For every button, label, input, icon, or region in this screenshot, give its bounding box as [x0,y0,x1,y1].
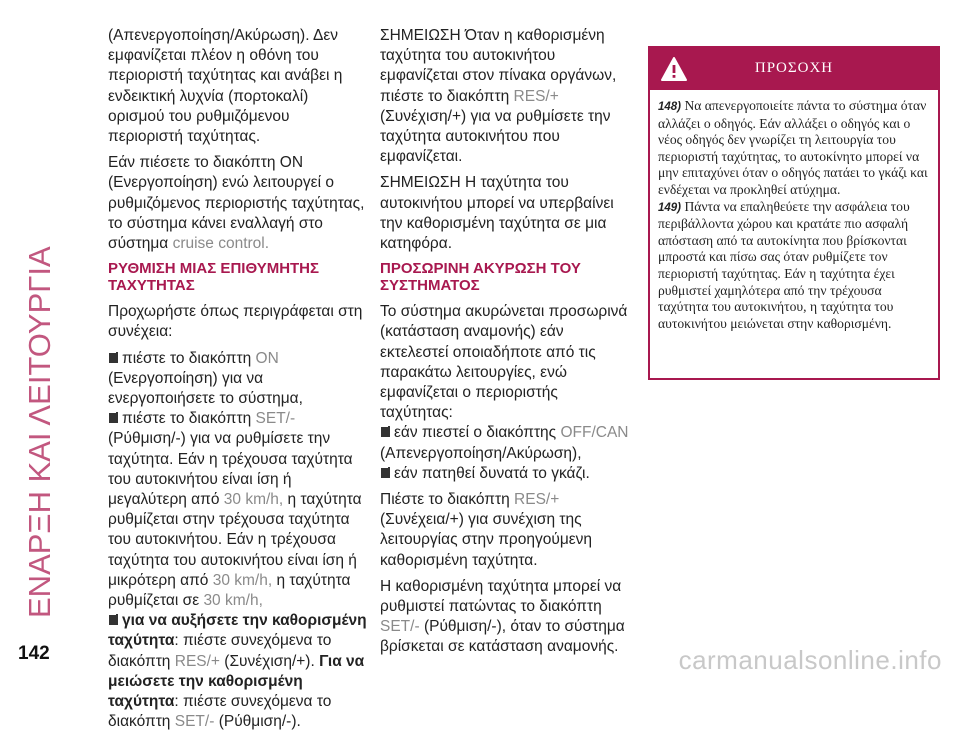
caution-item [658,199,930,333]
text: (Συνέχιση/+) για να ρυθμίσετε την ταχύτητα αυτοκινήτου που εμφανίζεται. [380,107,611,166]
watermark: carmanualsonline.info [678,645,942,675]
text: SET/- [255,410,296,428]
paragraph: Προχωρήστε όπως περιγράφεται στη συνέχεια: [108,303,363,341]
paragraph [380,577,630,658]
paragraph [108,153,368,254]
paragraph [380,490,630,571]
bullet-icon [108,410,119,423]
list-item [380,464,630,484]
column-2 [380,26,630,664]
bullet-icon [380,465,391,478]
text: SET/- [174,713,215,731]
column-1 [108,26,368,733]
text: Η καθορισμένη ταχύτητα μπορεί να ρυθμιστεί πατώντας το διακόπτη [380,577,622,616]
text: Πάντα να επαληθεύετε την ασφάλεια του περιβάλλοντα χώρου και κρατάτε πιο ασφαλή απόσταση από τα αυτοκίνητα που βρίσκονται μπροστά και πίσω σας όταν ρυθμίζετε τον περιοριστή ταχύτητας. Εάν η ταχύτητα έχει ρυθμιστεί χαμηλότερα από την τρέχουσα ταχύτητα του αυτοκινήτου, η ταχύτητα του αυτοκινήτου μειώνεται στην καθορισμένη. [658,198,910,331]
text: 30 km/h, [203,592,263,610]
text: Εάν πιέσετε το διακόπτη ON (Ενεργοποίηση) ενώ λειτουργεί ο ρυθμιζόμενος περιοριστής ταχύτητας, το σύστημα κάνει εναλλαγή στο σύστημα [108,154,365,253]
text: : πιέστε συνεχόμενα το διακόπτη [108,632,332,670]
text: OFF/CAN [560,424,629,442]
text: RES/+ [514,491,560,509]
text: cruise control. [172,235,270,253]
caution-item [658,98,930,199]
caution-number: 149) [658,201,682,214]
heading: ΠΡΟΣΩΡΙΝΗ ΑΚΥΡΩΣΗ ΤΟΥ ΣΥΣΤΗΜΑΤΟΣ [380,260,581,295]
text: εάν πιεστεί ο διακόπτης [394,424,557,442]
text: Για να μειώσετε την καθορισμένη ταχύτητα [108,652,365,711]
heading: ΡΥΘΜΙΣΗ ΜΙΑΣ ΕΠΙΘΥΜΗΤΗΣ ΤΑΧΥΤΗΤΑΣ [108,260,320,295]
text: πιέστε το διακόπτη [122,410,252,428]
text: 30 km/h, [223,491,284,509]
text: Να απενεργοποιείτε πάντα το σύστημα όταν αλλάζει ο οδηγός. Εάν αλλάξει ο οδηγός και ο νέος οδηγός δεν γνωρίζει τη λειτουργία του περιοριστή ταχύτητας, το αυτοκίνητο μπορεί να μην επιταχύνει όταν ο οδηγός πατάει το γκάζι και ενδέχεται να προκληθεί ατύχημα. [658,98,928,197]
list-item [380,423,630,463]
caution-number: 148) [658,101,682,113]
bullet-icon [108,612,119,625]
paragraph [380,26,630,167]
section-title [6,20,70,620]
caution-title: ΠΡΟΣΟΧΗ [754,60,834,76]
text: ON [255,349,279,367]
text: 30 km/h, [212,571,273,589]
list-item [108,409,368,611]
text: Πιέστε το διακόπτη [380,491,510,509]
bullet-icon [108,350,119,363]
text: (Ρύθμιση/-) για να ρυθμίσετε την ταχύτητα. Εάν η τρέχουσα ταχύτητα του αυτοκινήτου είναι ίση ή μεγαλύτερη από [108,430,353,509]
text: SET/- [380,618,420,636]
text: : πιέστε συνεχόμενα το διακόπτη [108,693,332,731]
list-item [108,611,368,732]
text: η ταχύτητα ρυθμίζεται στην τρέχουσα ταχύτητα του αυτοκινήτου. Εάν η τρέχουσα ταχύτητα του αυτοκινήτου είναι ίση ή μικρότερη από [108,491,362,589]
caution-box [648,46,940,380]
page-number: 142 [18,643,50,664]
paragraph: (Απενεργοποίηση/Ακύρωση). Δεν εμφανίζεται πλέον η οθόνη του περιοριστή ταχύτητας και ανάβει η ενδεικτική λυχνία (πορτοκαλί) ορισμού του ρυθμιζόμενου περιοριστή ταχύτητας. [108,27,343,146]
text: (Ρύθμιση/-). [218,713,301,731]
text: για να αυξήσετε την καθορισμένη ταχύτητα [108,612,367,650]
text: η ταχύτητα ρυθμίζεται σε [108,571,351,610]
text: πιέστε το διακόπτη [122,349,252,367]
text: (Συνέχιση/+). [224,652,315,670]
bullet-icon [380,424,391,437]
caution-header [650,48,938,90]
section-title-text: ΕΝΑΡΞΗ ΚΑΙ ΛΕΙΤΟΥΡΓΙΑ [22,246,57,618]
list-item [108,349,368,410]
text: εάν πατηθεί δυνατά το γκάζι. [394,464,590,482]
paragraph: Το σύστημα ακυρώνεται προσωρινά (κατάσταση αναμονής) εάν εκτελεστεί οποιαδήποτε από τις παρακάτω λειτουργίες, ενώ εμφανίζεται ο περιοριστής ταχύτητας: [380,303,628,422]
text: (Ενεργοποίηση) για να ενεργοποιήσετε το σύστημα, [108,369,303,408]
text: (Συνέχεια/+) για συνέχιση της λειτουργίας στην προηγούμενη καθορισμένη ταχύτητα. [380,511,593,569]
caution-body [650,90,938,332]
text: (Απενεργοποίηση/Ακύρωση), [380,444,582,462]
text: RES/+ [174,652,220,670]
text: (Ρύθμιση/-), όταν το σύστημα βρίσκεται σε κατάσταση αναμονής. [380,618,625,656]
text: RES/+ [513,87,559,105]
paragraph: ΣΗΜΕΙΩΣΗ Η ταχύτητα του αυτοκινήτου μπορεί να υπερβαίνει την καθορισμένη ταχύτητα σε μια κατηφόρα. [380,174,614,253]
text: ΣΗΜΕΙΩΣΗ Όταν η καθορισμένη ταχύτητα του αυτοκινήτου εμφανίζεται στον πίνακα οργάνων, πιέστε το διακόπτη [380,27,617,105]
